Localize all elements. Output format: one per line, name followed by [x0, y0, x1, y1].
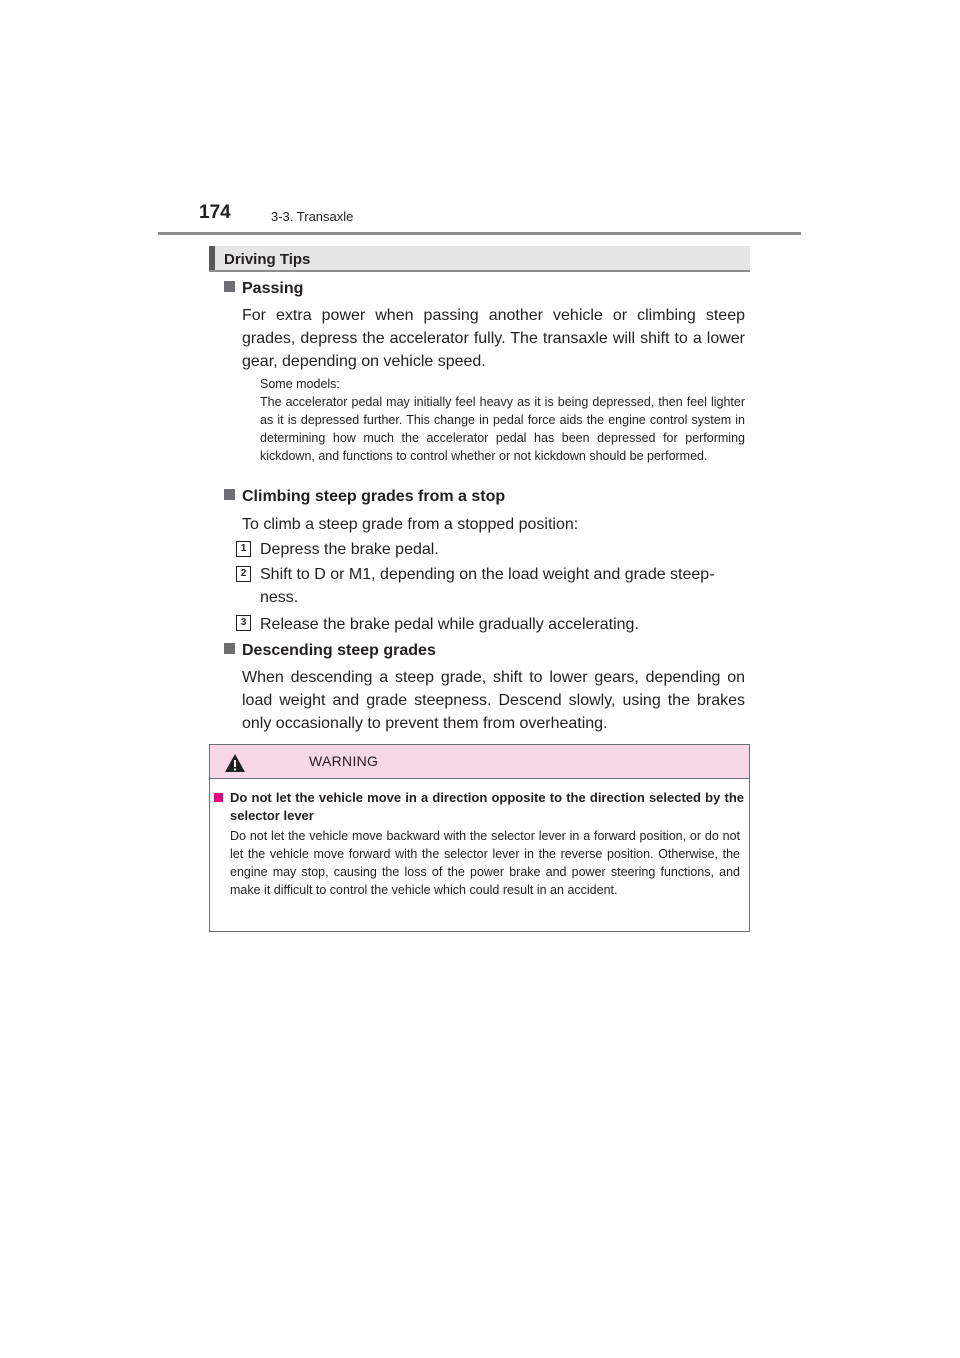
- tips-bar-accent: [209, 246, 215, 270]
- warning-body: Do not let the vehicle move backward with the selector lever in a forward position, or do not let the vehicle move forward with the selector lever in the reverse position. Otherwise, the engine may stop, causing the loss of the power brake and power steering functions, and make it difficult to control the vehicle which could result in an accident.: [230, 829, 740, 897]
- page-number: 174: [199, 202, 231, 223]
- warning-title: [214, 789, 744, 825]
- heading-descending: [224, 642, 436, 660]
- warning-box: [209, 744, 750, 932]
- heading-passing: [224, 280, 303, 298]
- section-label: 3-3. Transaxle: [271, 209, 354, 224]
- heading-climbing: [224, 488, 505, 506]
- warning-square-bullet-icon: [214, 793, 223, 802]
- warning-header: [210, 745, 749, 779]
- warning-triangle-icon: [224, 753, 246, 773]
- step-text-3: Release the brake pedal while gradually accelerating.: [260, 616, 639, 633]
- step-text-2: Shift to D or M1, depending on the load weight and grade steep-ness.: [260, 566, 715, 606]
- step-number-1: 1: [236, 541, 251, 557]
- heading-passing-text: Passing: [242, 280, 304, 297]
- step-number-3: 3: [236, 615, 251, 631]
- passing-note: [260, 375, 745, 465]
- heading-climbing-text: Climbing steep grades from a stop: [242, 488, 506, 505]
- warning-title-text: Do not let the vehicle move in a direction opposite to the direction selected by the selector lever: [230, 790, 744, 823]
- descending-body: When descending a steep grade, shift to lower gears, depending on load weight and grade steepness. Descend slowly, using the brakes only occasionally to prevent them from overheating.: [242, 669, 745, 732]
- step-number-2: 2: [236, 566, 251, 582]
- warning-label: WARNING: [309, 753, 379, 769]
- climbing-intro: To climb a steep grade from a stopped position:: [242, 516, 579, 533]
- step-text-1: Depress the brake pedal.: [260, 541, 439, 558]
- driving-tips-bar: [209, 246, 750, 272]
- square-bullet-icon: [224, 489, 235, 500]
- heading-descending-text: Descending steep grades: [242, 642, 436, 659]
- tips-bar-title: Driving Tips: [224, 251, 311, 268]
- square-bullet-icon: [224, 643, 235, 654]
- header-rule: [158, 232, 801, 235]
- passing-note-body: The accelerator pedal may initially feel heavy as it is being depressed, then feel lighter as it is depressed further. This change in pedal force aids the engine control system in determining how much the accelerator pedal has been depressed for performing kickdown, and functions to control whether or not kickdown should be performed.: [260, 395, 745, 463]
- passing-body: For extra power when passing another vehicle or climbing steep grades, depress the accelerator fully. The transaxle will shift to a lower gear, depending on vehicle speed.: [242, 307, 745, 370]
- square-bullet-icon: [224, 281, 235, 292]
- passing-note-intro: Some models:: [260, 377, 340, 391]
